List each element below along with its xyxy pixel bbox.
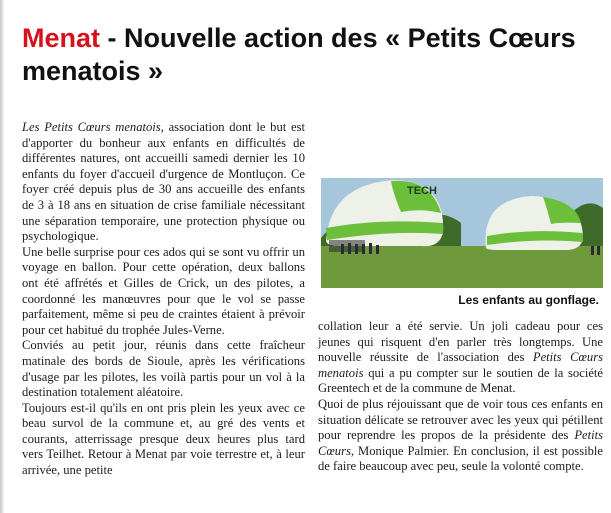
article-column-left [22,120,305,479]
paragraph-6-text: Quoi de plus réjouissant que de voir tous ces enfants en situation délicate se retrouver avec les yeux qui pétillent pour reprendre les propos de la présidente des [318,396,603,443]
balloon-logo-text: TECH [407,185,437,197]
paragraph-4: Toujours est-il qu'ils en ont pris plein les yeux avec ce beau survol de la commune et, au gré des vents et courants, atterrissage presque deux heures plus tard vers Teilhet. Retour à Menat par voie terrestre et, à leur arrivée, une petite [22,400,305,478]
paragraph-6-text-end: , Monique Palmier. En conclusion, il est possible de faire beaucoup avec peu, seule la volonté compte. [318,443,603,474]
paragraph-5 [318,319,603,397]
headline-kicker: Menat [22,23,101,53]
paragraph-2: Une belle surprise pour ces ados qui se sont vu offrir un voyage en ballon. Pour cette opération, deux ballons ont été affrétés et Gilles de Crick, un des pilotes, a coordonné les manœuvres pour que le vol se passe parfaitement, même si peu de craintes étaient à prévoir pour cet habitué du trophée Jules-Verne. [22,244,305,337]
association-short-name: Petits Cœurs [318,428,603,458]
page-edge [0,0,4,513]
paragraph-5-text: collation leur a été servie. Un joli cadeau pour ces jeunes qui risquent d'en parler très longtemps. Une nouvelle réussite de l'association des [318,319,603,365]
article-headline [22,22,602,88]
paragraph-1 [22,120,305,245]
photo-caption: Les enfants au gonflage. [458,293,599,307]
paragraph-1-text: , association dont le but est d'apporter du bonheur aux enfants en difficultés de différentes natures, ont accueilli samedi dernier les 10 enfants du foyer d'accueil d'urgence de Montluçon. Ce foyer créé depuis plus de 30 ans accueille des enfants de 3 à 18 ans en situation de crise familiale nécessitant une séparation temporaire, une protection physique ou psychologique. [22,120,305,244]
paragraph-3: Conviés au petit jour, réunis dans cette fraîcheur matinale des bords de Sioule, après les vérifications d'usage par les pilotes, les voilà partis pour un vol à la destination totalement aléatoire. [22,338,305,400]
balloons-illustration [321,178,603,288]
article-column-right [318,319,603,475]
association-name: Les Petits Cœurs menatois [22,120,161,134]
headline-title: - Nouvelle action des « Petits Cœurs menatois » [22,23,576,86]
association-name: Petits Cœurs menatois [318,350,603,380]
paragraph-6 [318,397,603,475]
paragraph-5-text-end: qui a pu compter sur le soutien de la société Greentech et de la commune de Menat. [318,365,603,396]
article-photo [321,178,603,288]
